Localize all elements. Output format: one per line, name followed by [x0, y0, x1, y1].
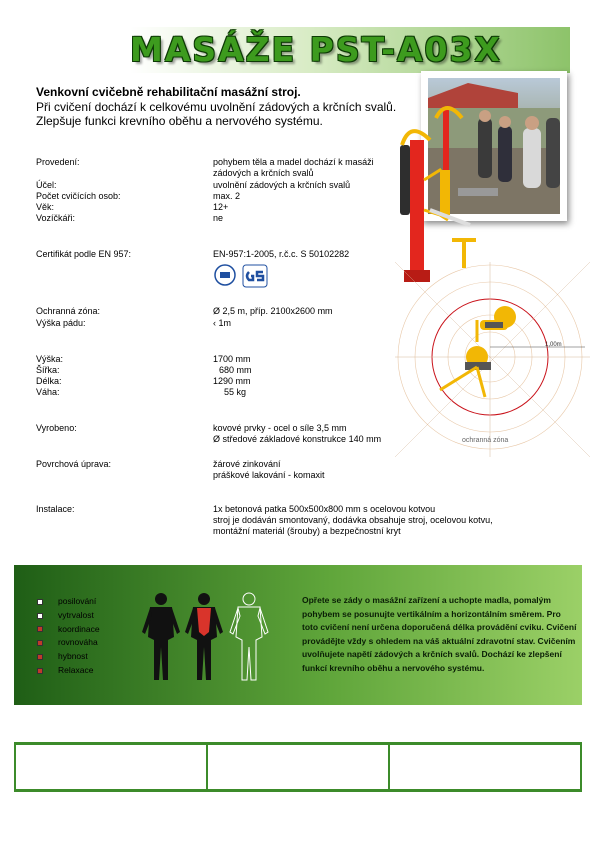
intro-text	[36, 85, 426, 129]
table-border-top	[14, 742, 582, 745]
spec-vaha-label: Váha:	[36, 387, 60, 397]
safety-zone-diagram	[395, 262, 590, 457]
spec-povrch-value-1: žárové zinkování	[213, 459, 281, 469]
table-divider	[14, 742, 16, 792]
spec-pocet-value: max. 2	[213, 191, 241, 201]
spec-vek-value: 12+	[213, 202, 229, 212]
spec-vozickari-label: Vozíčkáři:	[36, 213, 76, 223]
intro-line-3: Zlepšuje funkci krevního oběhu a nervového systému.	[36, 114, 323, 128]
spec-vyrobeno-label: Vyrobeno:	[36, 423, 77, 433]
spec-povrch-value-2: práškové lakování - komaxit	[213, 470, 325, 480]
spec-zona-label: Ochranná zóna:	[36, 306, 101, 316]
muscle-figure-outline-icon	[228, 592, 270, 682]
intro-line-2: Při cvičení dochází k celkovému uvolnění zádových a krčních svalů.	[36, 99, 397, 114]
footer-table	[14, 742, 582, 792]
legend-label: Relaxace	[58, 664, 94, 675]
legend-item	[37, 636, 100, 650]
spec-pocet-label: Počet cvičících osob:	[36, 191, 121, 201]
scale-label: 1,00m	[545, 342, 562, 348]
spec-vyska-padu-label: Výška pádu:	[36, 318, 86, 328]
spec-povrch-label: Povrchová úprava:	[36, 459, 112, 469]
spec-provedeni-value-1: pohybem těla a madel dochází k masáži	[213, 157, 374, 167]
spec-vyrobeno-value-2: Ø středové základové konstrukce 140 mm	[213, 434, 382, 444]
legend-label: rovnováha	[58, 637, 98, 648]
legend-label: hybnost	[58, 651, 88, 662]
legend-label: posilování	[58, 596, 97, 606]
spec-vyska-padu-value: ‹ 1m	[213, 318, 231, 328]
exercise-instructions: Opřete se zády o masážní zařízení a uchopte madla, pomalým pohybem se posunujte vertikálním a horizontálním směrem. Pro toto cvičení není určena doporučená délka provádění cviku. Cvičení provádějte vždy s ohledem na váš aktuální zdravotní stav. Cvičením uvolňujete napětí zádových a krčních svalů. Dochází ke zlepšení funkcí krevního oběhu a nervového systému.	[302, 595, 577, 673]
legend-label: vytrvalost	[58, 609, 94, 620]
table-divider	[206, 742, 208, 792]
legend-item	[37, 650, 100, 664]
legend-label: koordinace	[58, 623, 100, 634]
table-divider	[580, 742, 582, 792]
spec-vozickari-value: ne	[213, 213, 224, 223]
spec-vek-label: Věk:	[36, 202, 55, 212]
spec-vyska-value: 1700 mm	[213, 354, 251, 364]
spec-vaha-value: 55 kg	[224, 387, 247, 397]
checkbox-checked-icon	[37, 626, 43, 632]
checkbox-icon	[37, 613, 43, 619]
spec-certifikat-value: EN-957:1-2005, r.č.c. S 50102282	[213, 249, 350, 259]
table-border-bottom	[14, 789, 582, 792]
spec-instalace-value-1: 1x betonová patka 500x500x800 mm s ocelovou kotvou	[213, 504, 436, 514]
spec-instalace-value-3: montážní materiál (šrouby) a bezpečnostní kryt	[213, 526, 401, 536]
spec-delka-label: Délka:	[36, 376, 62, 386]
checkbox-checked-icon	[37, 654, 43, 660]
spec-vyska-label: Výška:	[36, 354, 64, 364]
spec-ucel-label: Účel:	[36, 180, 57, 190]
spec-delka-value: 1290 mm	[213, 376, 251, 386]
benefit-legend	[37, 595, 100, 678]
spec-provedeni-label: Provedení:	[36, 157, 80, 167]
spec-instalace-value-2: stroj je dodáván smontovaný, dodávka obsahuje stroj, ocelovou kotvu,	[213, 515, 493, 525]
spec-provedeni-value-2: zádových a krčních svalů	[213, 168, 314, 178]
legend-item	[37, 623, 100, 637]
spec-sirka-label: Šířka:	[36, 365, 60, 375]
legend-item	[37, 595, 100, 609]
checkbox-checked-icon	[37, 640, 43, 646]
muscle-figure-front-icon	[140, 592, 182, 682]
spec-certifikat-label: Certifikát podle EN 957:	[36, 249, 132, 259]
spec-zona-value: Ø 2,5 m, příp. 2100x2600 mm	[213, 306, 333, 316]
checkbox-icon	[37, 599, 43, 605]
table-divider	[388, 742, 390, 792]
intro-line-1: Venkovní cvičebně rehabilitační masážní stroj.	[36, 85, 301, 99]
certification-logos	[213, 262, 273, 290]
zone-label: ochranná zóna	[462, 437, 509, 444]
legend-item	[37, 609, 100, 623]
page-title: MASÁŽE PST-A03X	[130, 30, 502, 69]
legend-item	[37, 664, 100, 678]
spec-ucel-value: uvolnění zádových a krčních svalů	[213, 180, 351, 190]
spec-instalace-label: Instalace:	[36, 504, 75, 514]
spec-sirka-value: 680 mm	[219, 365, 252, 375]
muscle-figure-back-icon	[183, 592, 225, 682]
checkbox-checked-icon	[37, 668, 43, 674]
spec-vyrobeno-value-1: kovové prvky - ocel o síle 3,5 mm	[213, 423, 347, 433]
